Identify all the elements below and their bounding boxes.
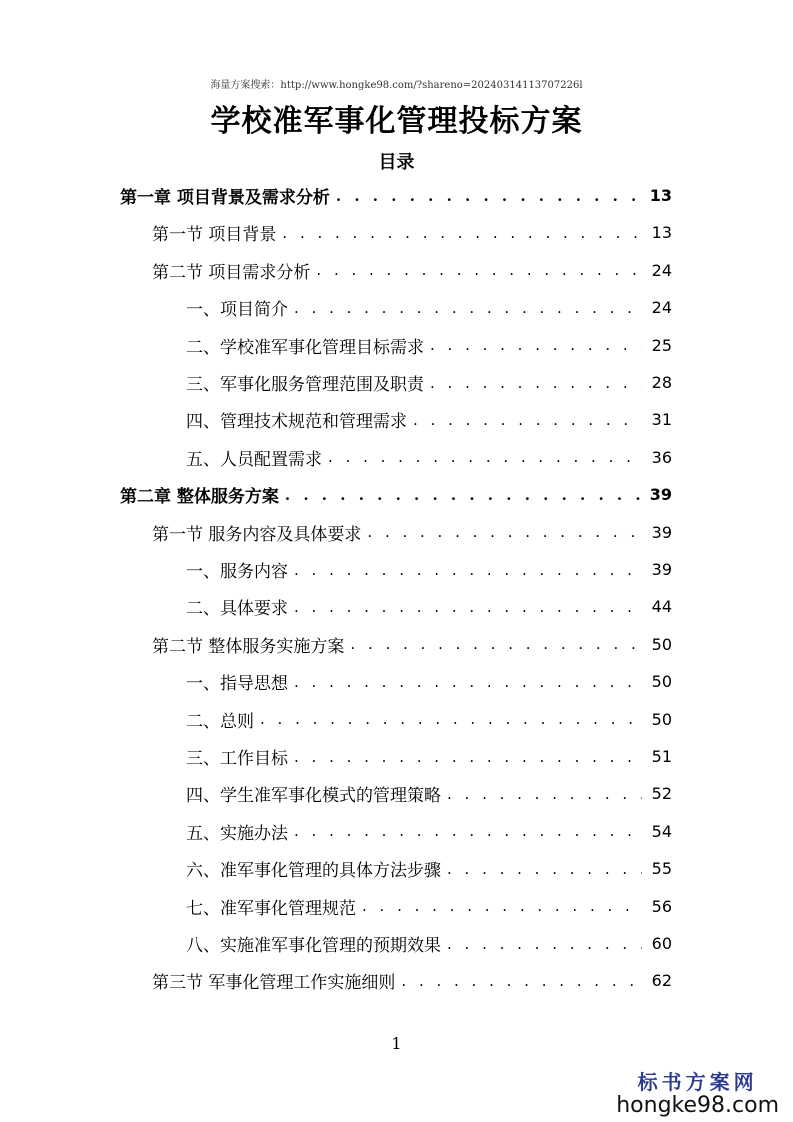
- toc-entry-page: 13: [649, 186, 672, 205]
- toc-entry-title: 二、总则: [186, 711, 254, 732]
- toc-entry-title: 二、学校准军事化管理目标需求: [186, 337, 424, 358]
- toc-leader-dots: [362, 897, 642, 915]
- toc-entry-title: 第三节 军事化管理工作实施细则: [152, 973, 396, 994]
- toc-entry-page: 39: [651, 560, 672, 579]
- toc-entry-title: 七、准军事化管理规范: [186, 898, 356, 919]
- toc-entry-title: 第二节 项目需求分析: [152, 262, 311, 283]
- toc-entry[interactable]: [152, 214, 672, 251]
- toc-leader-dots: [447, 860, 642, 878]
- toc-leader-dots: [294, 299, 642, 317]
- toc-leader-dots: [447, 785, 642, 803]
- toc-entry-page: 39: [651, 522, 672, 542]
- toc-leader-dots: [447, 935, 642, 953]
- page-number: 1: [391, 1034, 402, 1053]
- toc-entry-page: 60: [651, 934, 672, 953]
- toc-leader-dots: [294, 598, 642, 616]
- toc-leader-dots: [260, 710, 642, 728]
- toc-entry[interactable]: [186, 588, 672, 625]
- toc-entry-title: 第一节 服务内容及具体要求: [152, 524, 362, 545]
- toc-leader-dots: [401, 972, 642, 990]
- toc-entry-page: 24: [651, 260, 672, 280]
- watermark-logo: [616, 1066, 779, 1118]
- toc-entry[interactable]: [120, 177, 672, 214]
- toc-entry-title: 五、人员配置需求: [186, 449, 322, 470]
- toc-leader-dots: [294, 561, 642, 579]
- toc-entry[interactable]: [186, 439, 672, 476]
- toc-entry[interactable]: [186, 813, 672, 850]
- toc-entry-title: 四、管理技术规范和管理需求: [186, 412, 407, 433]
- toc-entry-title: 一、项目简介: [186, 300, 288, 321]
- toc-entry[interactable]: [186, 401, 672, 438]
- toc-entry[interactable]: [186, 850, 672, 887]
- toc-leader-dots: [413, 411, 642, 429]
- toc-entry-page: 62: [651, 971, 672, 991]
- toc-entry-title: 三、工作目标: [186, 749, 288, 769]
- toc-entry[interactable]: [186, 327, 672, 364]
- toc-entry-page: 52: [651, 784, 672, 804]
- toc-entry-page: 25: [651, 335, 672, 355]
- toc-entry-page: 13: [651, 223, 672, 243]
- toc-entry-title: 一、服务内容: [186, 562, 288, 582]
- toc-entry[interactable]: [186, 775, 672, 812]
- toc-entry-page: 28: [651, 373, 672, 392]
- toc-entry[interactable]: [186, 663, 672, 700]
- toc-entry[interactable]: [120, 476, 672, 513]
- toc-entry-page: 50: [651, 672, 672, 692]
- toc-entry-title: 六、准军事化管理的具体方法步骤: [186, 861, 441, 882]
- header-note: 海量方案搜索：http://www.hongke98.com/?shareno=20240314113707226l: [210, 80, 583, 91]
- toc-entry-page: 39: [649, 485, 672, 505]
- toc-entry[interactable]: [152, 626, 672, 663]
- toc-entry[interactable]: [186, 738, 672, 775]
- toc-entry-title: 第二节 整体服务实施方案: [152, 636, 345, 657]
- toc-leader-dots: [316, 261, 642, 279]
- watermark-text: 标书方案网: [637, 1070, 758, 1094]
- toc-leader-dots: [294, 673, 642, 691]
- toc-entry-page: 24: [651, 298, 672, 318]
- toc-leader-dots: [328, 448, 642, 466]
- toc-entry-title: 三、军事化服务管理范围及职责: [186, 375, 424, 395]
- toc-leader-dots: [336, 187, 642, 205]
- toc-entry-title: 第一节 项目背景: [152, 225, 277, 246]
- toc-entry-title: 五、实施办法: [186, 823, 288, 844]
- toc-entry[interactable]: [152, 514, 672, 551]
- toc-leader-dots: [294, 822, 642, 840]
- toc-entry-page: 56: [651, 896, 672, 916]
- toc-entry-title: 第一章 项目背景及需求分析: [120, 188, 330, 208]
- toc-heading: 目录: [378, 152, 415, 173]
- toc-entry-page: 50: [651, 709, 672, 729]
- toc-leader-dots: [350, 635, 642, 653]
- toc-leader-dots: [430, 374, 642, 392]
- toc-entry-page: 36: [651, 447, 672, 467]
- toc-entry[interactable]: [186, 289, 672, 326]
- toc-entry[interactable]: [186, 364, 672, 401]
- toc-entry-page: 44: [651, 597, 672, 617]
- toc-entry-page: 51: [651, 747, 672, 766]
- toc-entry-title: 八、实施准军事化管理的预期效果: [186, 936, 441, 956]
- toc-leader-dots: [430, 336, 642, 354]
- toc-entry[interactable]: [186, 701, 672, 738]
- toc-entry-page: 54: [651, 821, 672, 841]
- toc-leader-dots: [367, 523, 642, 541]
- toc-entry[interactable]: [186, 551, 672, 588]
- toc-entry-title: 一、指导思想: [186, 674, 288, 695]
- toc-entry[interactable]: [152, 962, 672, 999]
- toc-entry-page: 55: [651, 859, 672, 879]
- toc-entry-title: 四、学生准军事化模式的管理策略: [186, 786, 441, 807]
- toc-leader-dots: [294, 748, 642, 766]
- toc-entry[interactable]: [186, 925, 672, 962]
- toc-entry[interactable]: [152, 252, 672, 289]
- toc-entry-title: 第二章 整体服务方案: [120, 487, 279, 508]
- toc-leader-dots: [285, 486, 642, 504]
- toc-entry-title: 二、具体要求: [186, 599, 288, 620]
- toc-entry-page: 50: [651, 634, 672, 654]
- toc-entry-page: 31: [651, 410, 672, 430]
- toc-entry[interactable]: [186, 888, 672, 925]
- toc-leader-dots: [282, 224, 642, 242]
- document-title: 学校准军事化管理投标方案: [210, 104, 583, 139]
- watermark-url: hongke98.com: [616, 1093, 779, 1118]
